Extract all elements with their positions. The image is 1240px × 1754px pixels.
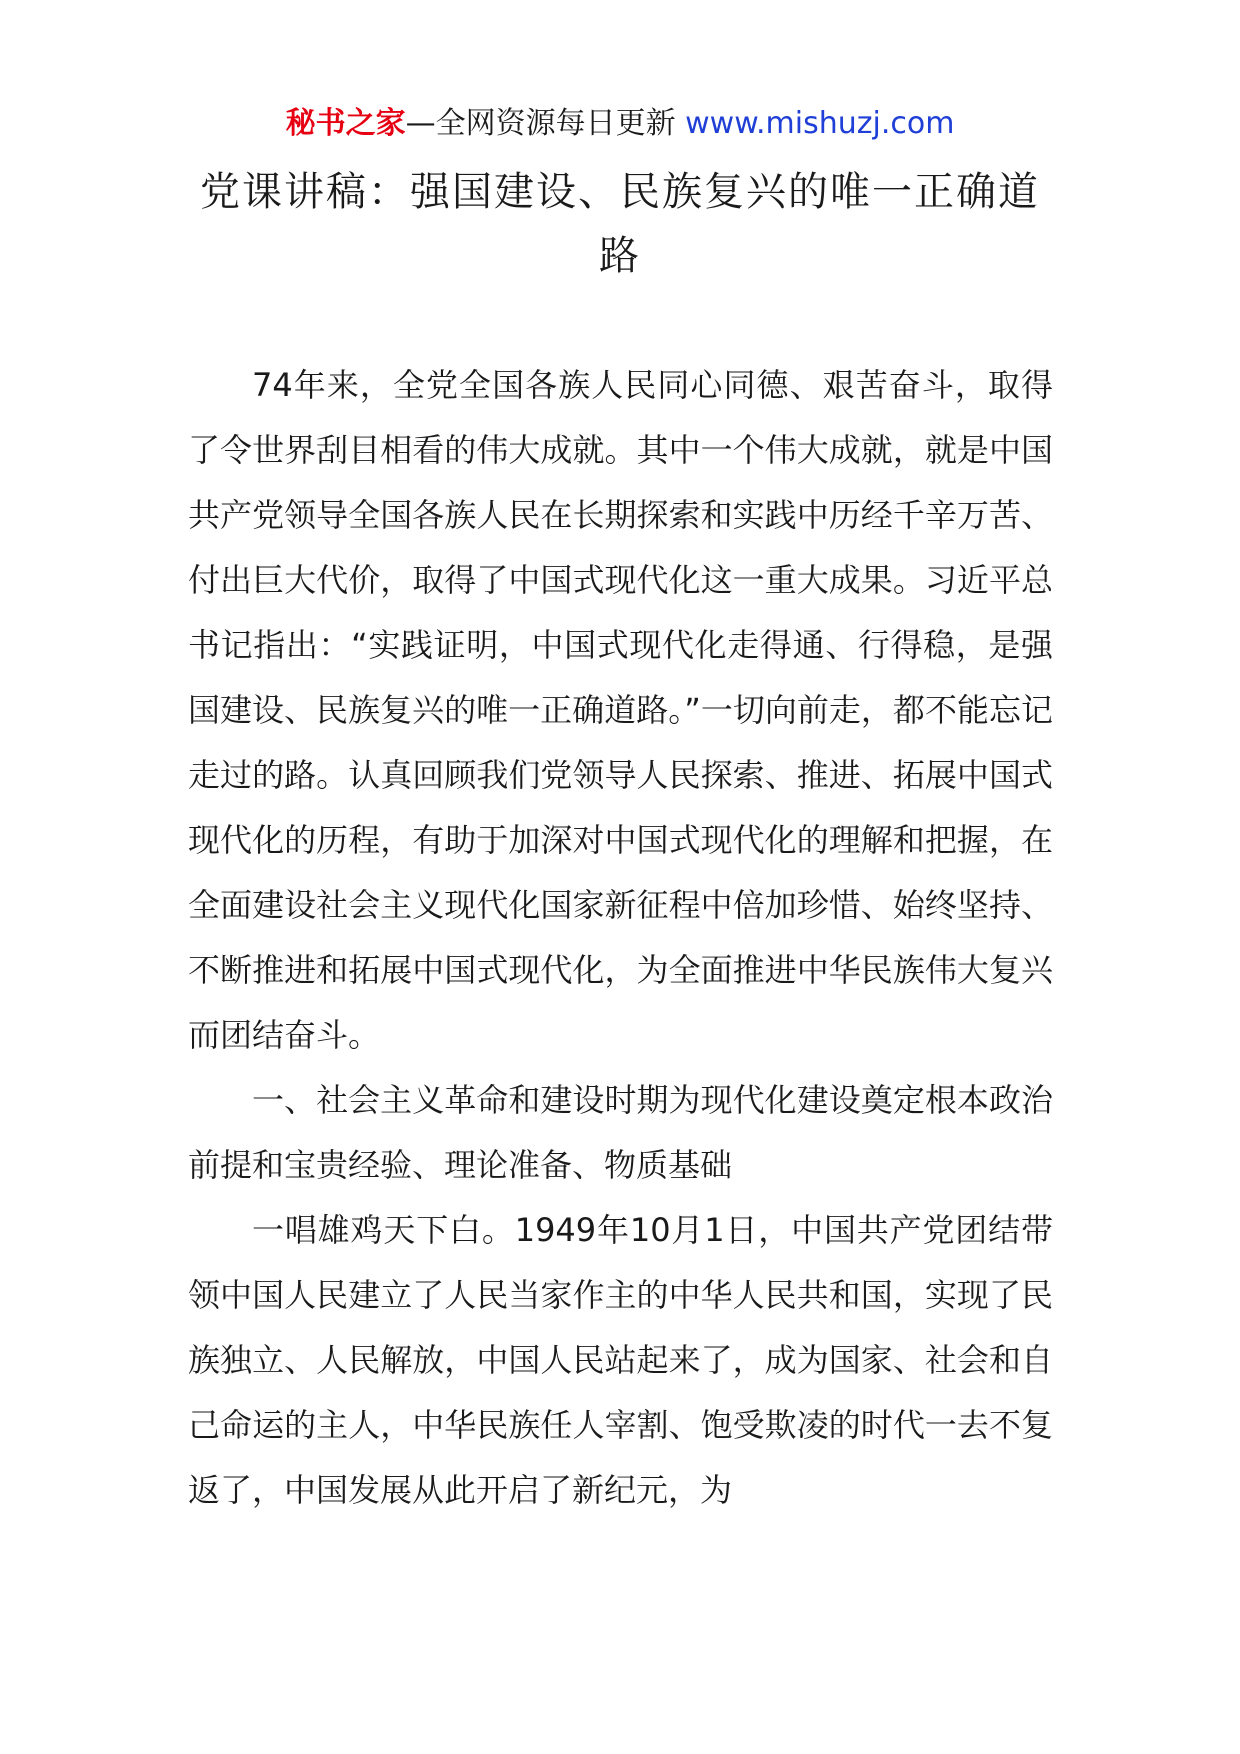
- section-heading-1: 一、社会主义革命和建设时期为现代化建设奠定根本政治前提和宝贵经验、理论准备、物质基础: [188, 1081, 1053, 1184]
- site-url-link[interactable]: www.mishuzj.com: [685, 106, 955, 141]
- site-header: [0, 102, 1240, 146]
- brand-slogan: —全网资源每日更新: [405, 106, 676, 141]
- document-body: [188, 353, 1053, 1523]
- paragraph-section-1: 一唱雄鸡天下白。1949年10月1日，中国共产党团结带领中国人民建立了人民当家作主的中华人民共和国，实现了民族独立、人民解放，中国人民站起来了，成为国家、社会和自己命运的主人，中华民族任人宰割、饱受欺凌的时代一去不复返了，中国发展从此开启了新纪元，为: [188, 1211, 1053, 1509]
- document-title: 党课讲稿：强国建设、民族复兴的唯一正确道路: [200, 169, 1040, 279]
- brand-name: 秘书之家: [285, 106, 406, 141]
- paragraph-intro: 74年来，全党全国各族人民同心同德、艰苦奋斗，取得了令世界刮目相看的伟大成就。其中一个伟大成就，就是中国共产党领导全国各族人民在长期探索和实践中历经千辛万苦、付出巨大代价，取得了中国式现代化这一重大成果。习近平总书记指出：“实践证明，中国式现代化走得通、行得稳，是强国建设、民族复兴的唯一正确道路。”一切向前走，都不能忘记走过的路。认真回顾我们党领导人民探索、推进、拓展中国式现代化的历程，有助于加深对中国式现代化的理解和把握，在全面建设社会主义现代化国家新征程中倍加珍惜、始终坚持、不断推进和拓展中国式现代化，为全面推进中华民族伟大复兴而团结奋斗。: [188, 366, 1053, 1054]
